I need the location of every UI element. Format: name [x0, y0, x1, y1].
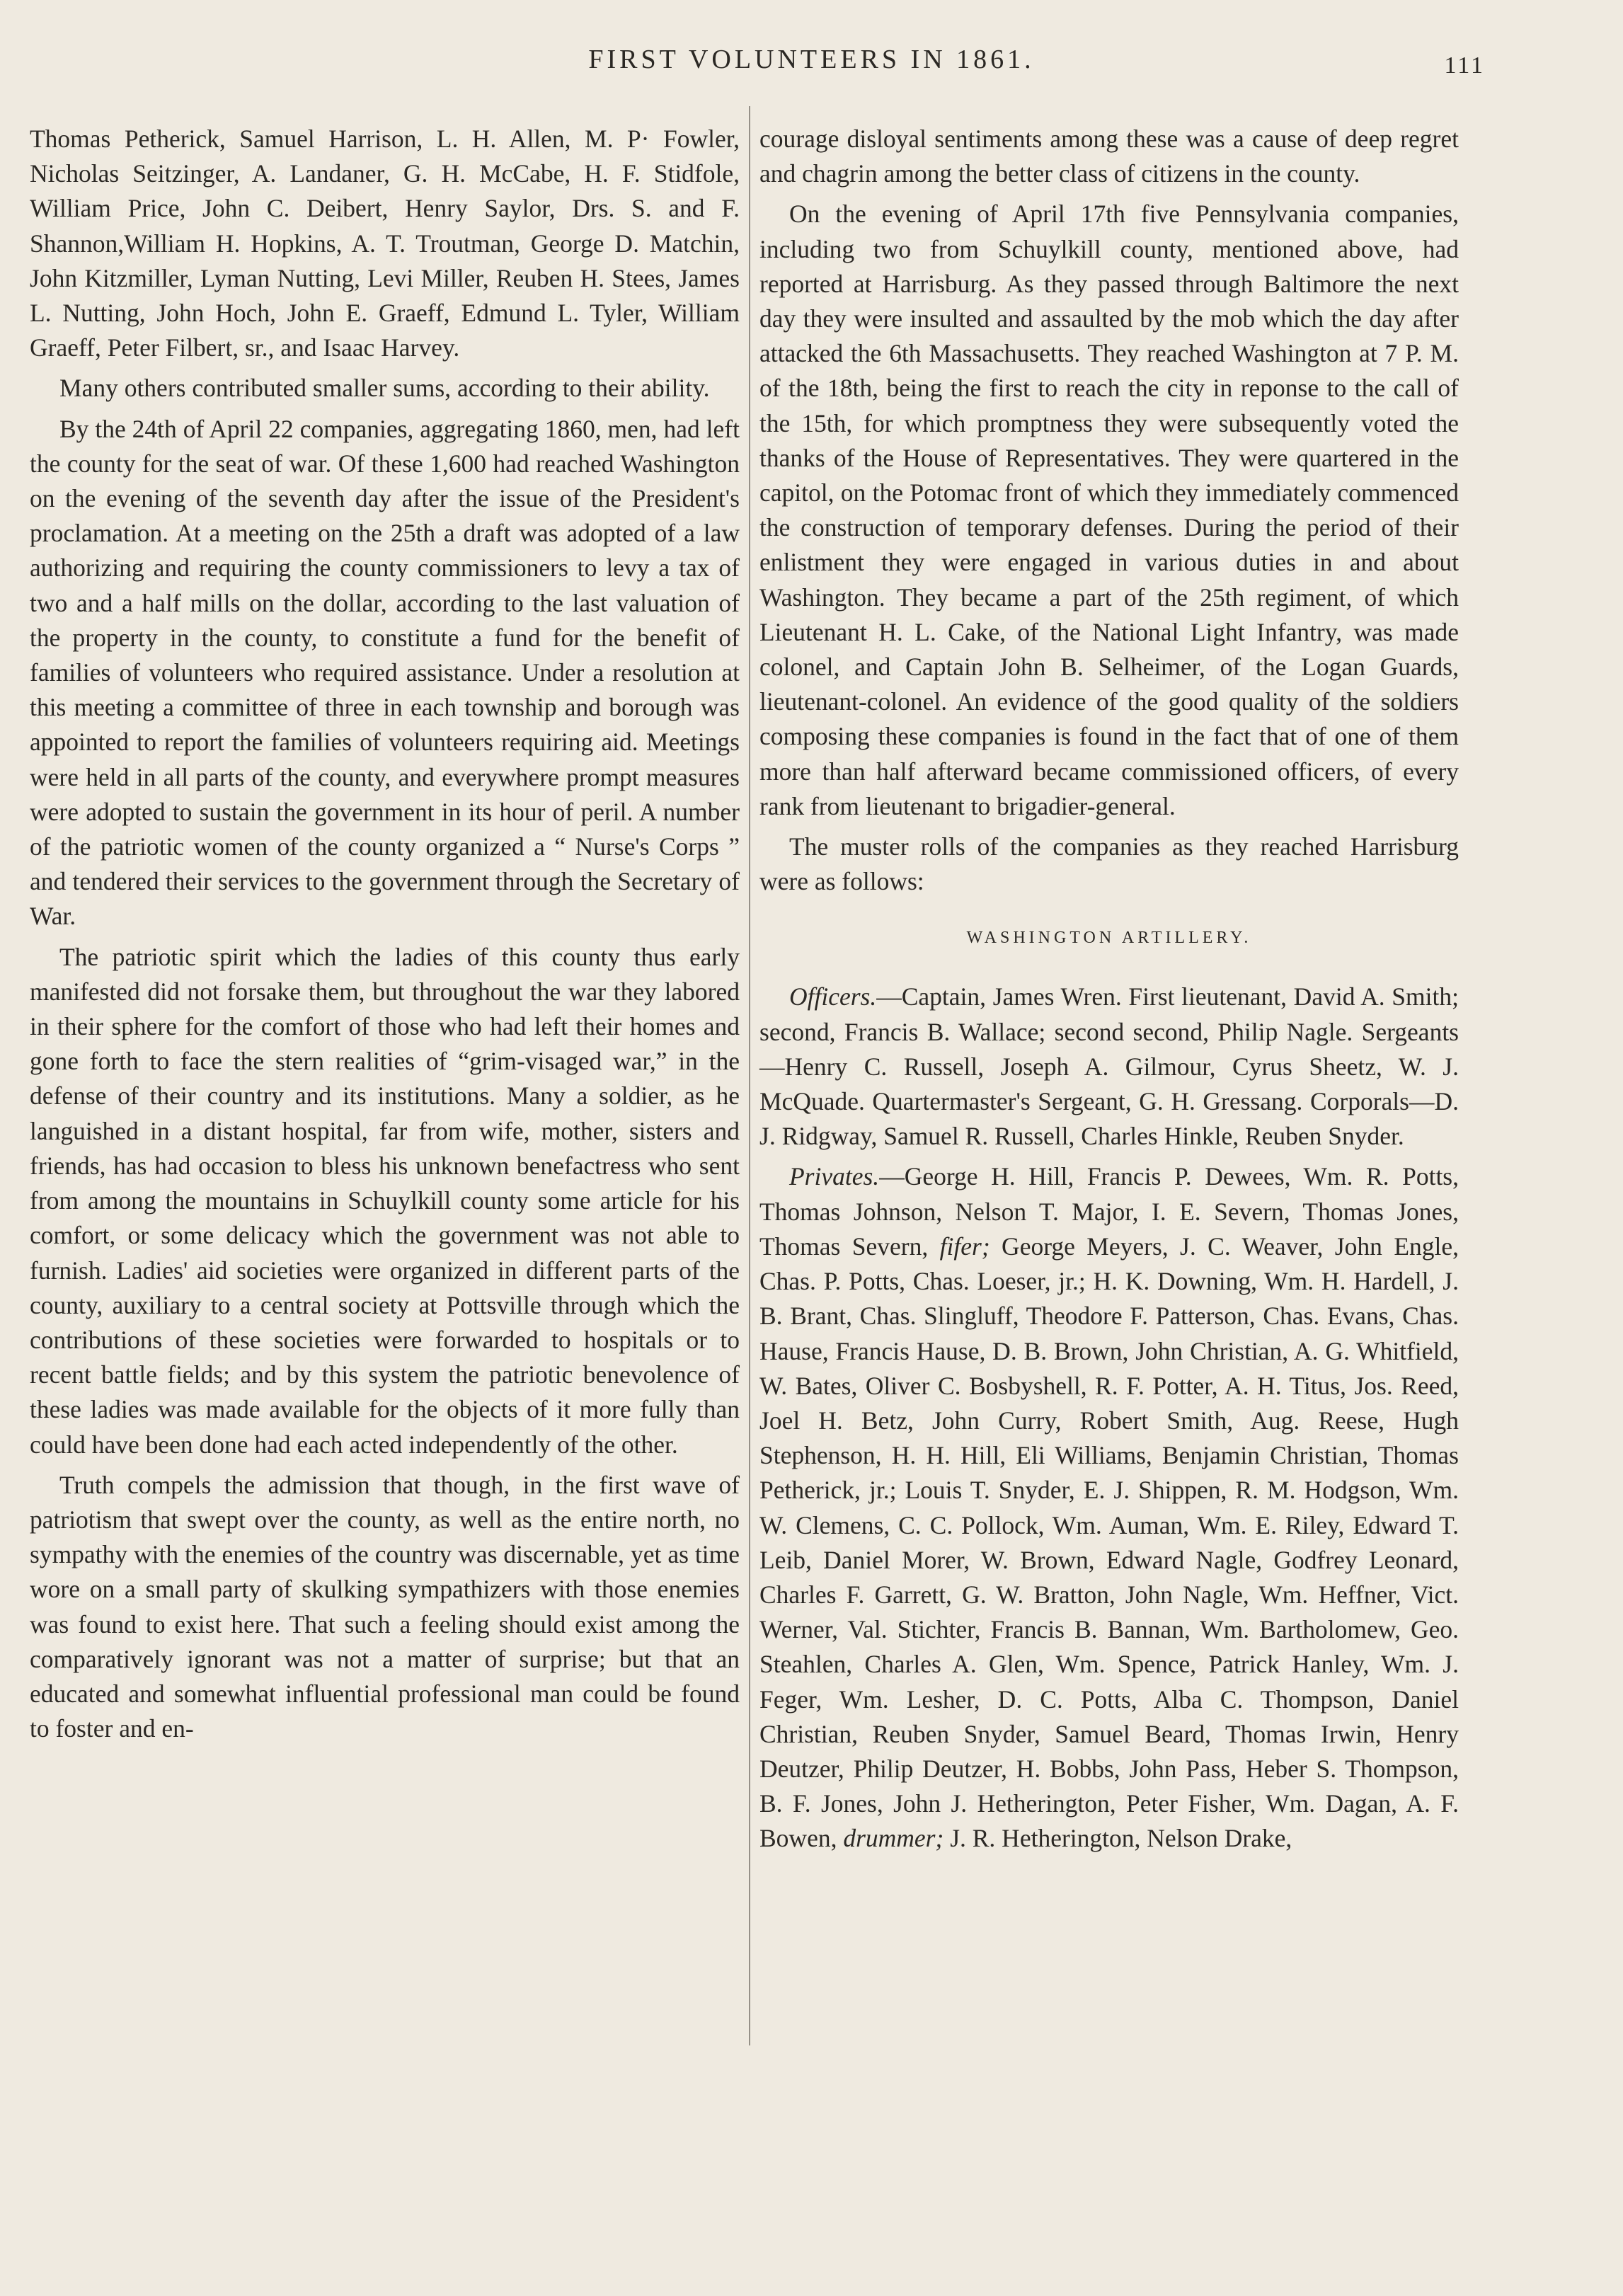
right-column — [759, 122, 1459, 1862]
privates-paragraph — [759, 1159, 1459, 1856]
ladies-aid-paragraph: The patriotic spirit which the ladies of this county thus early manifested did not forsake them, but throughout the war they labored in their sphere for the comfort of those who had left their homes and gone forth to face the stern realities of “grim-visaged war,” in the defense of their country and its institutions. Many a soldier, as he languished in a distant hospital, far from wife, mother, sisters and friends, has had occasion to bless his unknown benefactress who sent from among the mountains in Schuylkill county some article for his comfort, or some delicacy which the government was not able to furnish. Ladies' aid societies were organized in different parts of the county, auxiliary to a central society at Pottsville through which the contributions of these societies were forwarded to hospitals or to recent battle fields; and by this system the patriotic benevolence of these ladies was made available for the objects of it more fully than could have been done had each acted independently of the other. — [30, 942, 740, 1459]
officers-label: Officers. — [789, 982, 877, 1011]
drummer-role: drummer; — [843, 1824, 944, 1853]
officers-paragraph — [759, 980, 1459, 1154]
first-defenders-paragraph: On the evening of April 17th five Pennsylvania companies, including two from Schuylkill county, mentioned above, had reported at Harrisburg. As they passed through Baltimore the next day they were insulted and assaulted by the mob which the day after attacked the 6th Massachusetts. They reached Washington at 7 P. M. of the 18th, being the first to reach the city in reponse to the call of the 15th, for which promptness they were subsequently voted the thanks of the House of Representatives. They were quartered in the capitol, on the Potomac front of which they immediately commenced the construction of temporary defenses. During the period of their enlistment they were engaged in various duties in and about Washington. They became a part of the 25th regiment, of which Lieutenant H. L. Cake, of the National Light Infantry, was made colonel, and Captain John B. Selheimer, of the Logan Guards, lieutenant-colonel. An evidence of the good quality of the soldiers composing these companies is found in the fact that of one of them more than half afterward became commissioned officers, of every rank from lieutenant to brigadier-general. — [759, 200, 1459, 820]
muster-rolls-intro: The muster rolls of the companies as they reached Harrisburg were as follows: — [759, 832, 1459, 896]
running-title: FIRST VOLUNTEERS IN 1861. — [588, 45, 1035, 74]
sympathizers-paragraph: Truth compels the admission that though, in the first wave of patriotism that swept over the county, as well as the entire north, no sympathy with the enemies of the country was discernable, yet as time wore on a small party of skulking sympathizers with those enemies was found to exist here. That such a feeling should exist among the comparatively ignorant was not a matter of surprise; but that an educated and somewhat influential professional man could be found to foster and en- — [30, 1470, 740, 1743]
officers-text: —Captain, James Wren. First lieutenant, David A. Smith; second, Francis B. Wallace; second second, Philip Nagle. Sergeants—Henry C. Russell, Joseph A. Gilmour, Cyrus Sheetz, W. J. McQuade. Quartermaster's Sergeant, G. H. Gressang. Corporals—D. J. Ridgway, Samuel R. Russell, Charles Hinkle, Reuben Snyder. — [759, 982, 1459, 1151]
fifer-role: fifer; — [939, 1232, 990, 1261]
privates-text-3: J. R. Hetherington, Nelson Drake, — [944, 1824, 1292, 1853]
section-title: WASHINGTON ARTILLERY. — [966, 929, 1252, 948]
disloyal-sentiments-paragraph: courage disloyal sentiments among these was a cause of deep regret and chagrin among the better class of citizens in the county. — [759, 125, 1459, 188]
smaller-sums-paragraph: Many others contributed smaller sums, according to their ability. — [59, 374, 710, 403]
contributors-list-paragraph: Thomas Petherick, Samuel Harrison, L. H. Allen, M. P· Fowler, Nicholas Seitzinger, A. Landaner, G. H. McCabe, H. F. Stidfole, William Price, John C. Deibert, Henry Saylor, Drs. S. and F. Shannon,William H. Hopkins, A. T. Troutman, George D. Matchin, John Kitzmiller, Lyman Nutting, Levi Miller, Reuben H. Stees, James L. Nutting, John Hoch, John E. Graeff, Edmund L. Tyler, William Graeff, Peter Filbert, sr., and Isaac Harvey. — [30, 125, 740, 362]
column-divider — [749, 106, 750, 2045]
companies-departed-paragraph: By the 24th of April 22 companies, aggregating 1860, men, had left the county for the seat of war. Of these 1,600 had reached Washington on the evening of the seventh day after the issue of the President's proclamation. At a meeting on the 25th a draft was adopted of a law authorizing and requiring the county commissioners to levy a tax of two and a half mills on the dollar, according to the last valuation of the property in the county, to constitute a fund for the benefit of families of volunteers who required assistance. Under a resolution at this meeting a committee of three in each township and borough was appointed to report the families of volunteers requiring aid. Meetings were held in all parts of the county, and everywhere prompt measures were adopted to sustain the government in its hour of peril. A number of the patriotic women of the county organized a “ Nurse's Corps ” and tendered their services to the government through the Secretary of War. — [30, 414, 740, 931]
left-column — [30, 122, 740, 1752]
privates-text-1: —George H. Hill, Francis P. Dewees, Wm. R. Potts, Thomas Johnson, Nelson T. Major, I. E. Severn, Thomas Jones, Thomas Severn, — [759, 1162, 1459, 1261]
privates-label: Privates. — [789, 1162, 880, 1191]
page-number: 111 — [1444, 52, 1485, 79]
page-header — [0, 44, 1623, 86]
privates-text-2: George Meyers, J. C. Weaver, John Engle, Chas. P. Potts, Chas. Loeser, jr.; H. K. Downing, Wm. H. Hardell, J. B. Brant, Chas. Slingluff, Theodore F. Patterson, Chas. Evans, Chas. Hause, Francis Hause, D. B. Brown, John Christian, A. G. Whitfield, W. Bates, Oliver C. Bosbyshell, R. F. Potter, A. H. Titus, Jos. Reed, Joel H. Betz, John Curry, Robert Smith, Aug. Reese, Hugh Stephenson, H. H. Hill, Eli Williams, Benjamin Christian, Thomas Petherick, jr.; Louis T. Snyder, E. J. Shippen, R. M. Hodgson, Wm. W. Clemens, C. C. Pollock, Wm. Auman, Wm. E. Riley, Edward T. Leib, Daniel Morer, W. Brown, Edward Nagle, Godfrey Leonard, Charles F. Garrett, G. W. Bratton, John Nagle, Wm. Heffner, Vict. Werner, Val. Stichter, Francis B. Bannan, Wm. Bartholomew, Geo. Steahlen, Charles A. Glen, Wm. Spence, Patrick Hanley, Wm. J. Feger, Wm. Lesher, D. C. Potts, Alba C. Thompson, Daniel Christian, Reuben Snyder, Samuel Beard, Thomas Irwin, Henry Deutzer, Philip Deutzer, H. Bobbs, John Pass, Heber S. Thompson, B. F. Jones, John J. Hetherington, Peter Fisher, Wm. Dagan, A. F. Bowen, — [759, 1232, 1459, 1853]
